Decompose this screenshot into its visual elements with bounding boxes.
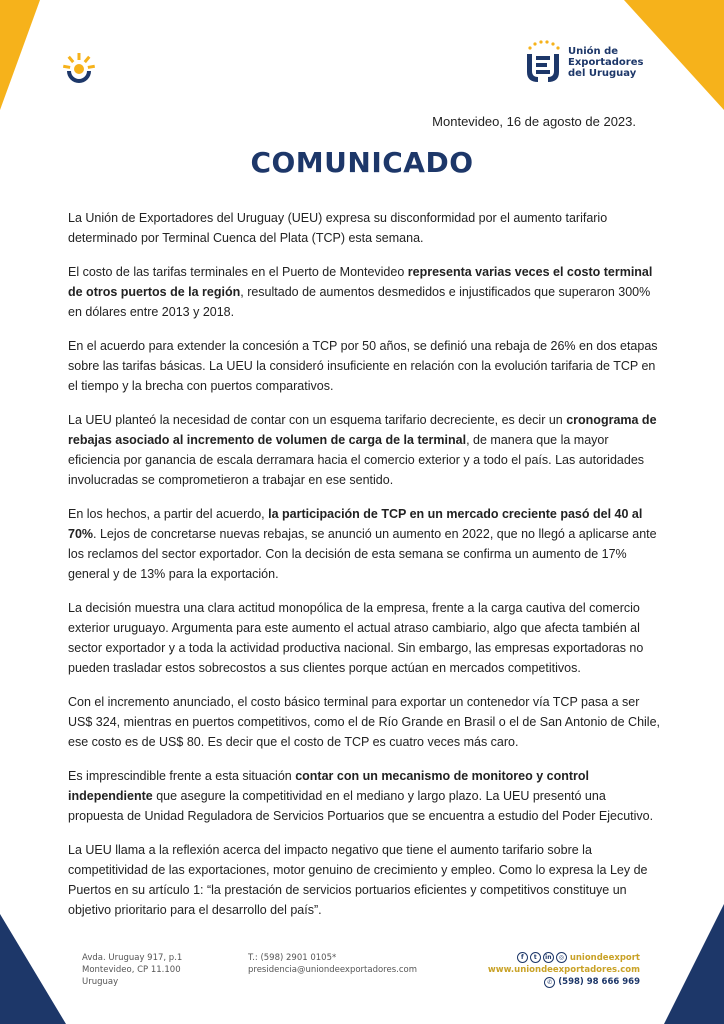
corner-decoration-bottom-right bbox=[664, 904, 724, 1024]
whatsapp-number[interactable]: (598) 98 666 969 bbox=[558, 977, 640, 987]
org-name-line2: Exportadores bbox=[568, 56, 644, 68]
emphasis-text: contar con un mecanismo de monitoreo y control independiente bbox=[68, 769, 589, 803]
website-link[interactable]: www.uniondeexportadores.com bbox=[487, 965, 640, 975]
footer-social bbox=[488, 952, 640, 988]
ueu-emblem-icon bbox=[524, 40, 562, 84]
paragraph-text: En el acuerdo para extender la concesión a TCP por 50 años, se definió una rebaja de 26% en dos etapas sobre las tarifas básicas. La UEU la consideró insuficiente en relación con la evolución tarifaria de TCP en el tiempo y la brecha con puertos comparativos. bbox=[68, 339, 658, 393]
paragraph-text: La UEU llama a la reflexión acerca del impacto negativo que tiene el aumento tarifario sobre la competitividad de las exportaciones, motor genuino de crecimiento y empleo. Como lo expresa la Ley de Puertos en su artículo 1: “la prestación de servicios portuarios eficientes y competitivos constituye un objetivo prioritario para el desarrollo del país”. bbox=[68, 843, 648, 917]
corner-decoration-top-left bbox=[0, 0, 40, 110]
org-name bbox=[568, 46, 643, 79]
paragraph-7 bbox=[68, 692, 660, 752]
twitter-icon[interactable]: t bbox=[530, 952, 541, 963]
paragraph-text: La Unión de Exportadores del Uruguay (UEU) expresa su disconformidad por el aumento tarifario determinado por Terminal Cuenca del Plata (TCP) esta semana. bbox=[68, 211, 608, 245]
paragraph-text: La UEU planteó la necesidad de contar con un esquema tarifario decreciente, es decir un bbox=[68, 413, 567, 427]
paragraph-6 bbox=[68, 598, 660, 678]
whatsapp-icon: ✆ bbox=[544, 977, 555, 988]
instagram-icon[interactable]: ◎ bbox=[556, 952, 567, 963]
paragraph-text: En los hechos, a partir del acuerdo, bbox=[68, 507, 269, 521]
facebook-icon[interactable]: f bbox=[517, 952, 528, 963]
emphasis-text: cronograma de rebajas asociado al incremento de volumen de carga de la terminal bbox=[68, 413, 657, 447]
whatsapp-row bbox=[488, 976, 640, 988]
org-name-line1: Unión de bbox=[568, 45, 619, 57]
paragraph-text: Con el incremento anunciado, el costo básico terminal para exportar un contenedor vía TCP pasa a ser US$ 324, mientras en puertos competitivos, como el de Río Grande en Brasil o el de San Antonio de Chile, ese costo es de US$ 80. Es decir que el costo de TCP es cuatro veces más caro. bbox=[68, 695, 660, 749]
footer-contact bbox=[248, 952, 417, 976]
paragraph-5 bbox=[68, 504, 660, 584]
social-handle[interactable]: uniondeexport bbox=[569, 953, 640, 963]
paragraph-1 bbox=[68, 208, 660, 248]
paragraph-4 bbox=[68, 410, 660, 490]
address-line1: Avda. Uruguay 917, p.1 bbox=[82, 953, 183, 963]
linkedin-icon[interactable]: in bbox=[543, 952, 554, 963]
emphasis-text: la participación de TCP en un mercado creciente pasó del 40 al 70% bbox=[68, 507, 643, 541]
paragraph-text: que asegure la competitividad en el mediano y largo plazo. La UEU presentó una propuesta de Unidad Reguladora de Servicios Portuarios que se encuentra a estudio del Poder Ejecutivo. bbox=[68, 789, 654, 823]
paragraph-8 bbox=[68, 766, 660, 826]
document-date: Montevideo, 16 de agosto de 2023. bbox=[432, 114, 636, 129]
paragraph-text: , resultado de aumentos desmedidos e injustificados que superaron 300% en dólares entre 2013 y 2018. bbox=[68, 285, 651, 319]
sun-logo-icon bbox=[62, 52, 96, 86]
org-name-line3: del Uruguay bbox=[568, 67, 637, 79]
address-line2: Montevideo, CP 11.100 bbox=[82, 965, 181, 975]
emphasis-text: representa varias veces el costo terminal de otros puertos de la región bbox=[68, 265, 653, 299]
footer-address bbox=[82, 952, 182, 988]
social-row bbox=[488, 952, 640, 964]
social-icons bbox=[517, 952, 567, 963]
email-link[interactable]: presidencia@uniondeexportadores.com bbox=[248, 965, 417, 975]
paragraph-9 bbox=[68, 840, 660, 920]
paragraph-text: Es imprescindible frente a esta situación bbox=[68, 769, 296, 783]
corner-decoration-bottom-left bbox=[0, 914, 66, 1024]
paragraph-text: , de manera que la mayor eficiencia por ganancia de escala derramara hacia el comercio exterior y a todo el país. Las autoridades involucradas se comprometieron a trabajar en ese sentido. bbox=[68, 433, 645, 487]
paragraph-text: La decisión muestra una clara actitud monopólica de la empresa, frente a la carga cautiva del comercio exterior uruguayo. Argumenta para este aumento el actual atraso cambiario, algo que afecta también al sector exportador y a toda la actividad productiva nacional. Sin embargo, las empresas exportadoras no pueden trasladar estos sobrecostos a sus clientes porque actúan en mercados competitivos. bbox=[68, 601, 644, 675]
paragraph-text: El costo de las tarifas terminales en el Puerto de Montevideo bbox=[68, 265, 408, 279]
document-title: COMUNICADO bbox=[250, 146, 474, 179]
phone-number: T.: (598) 2901 0105* bbox=[248, 953, 337, 963]
paragraph-text: . Lejos de concretarse nuevas rebajas, se anunció un aumento en 2022, que no llegó a aplicarse ante los reclamos del sector exportador. Con la decisión de esta semana se confirma un aumento de 17% general y de 13% para la exportación. bbox=[68, 527, 657, 581]
ueu-logo bbox=[524, 40, 643, 84]
address-line3: Uruguay bbox=[82, 977, 119, 987]
document-body bbox=[68, 208, 660, 934]
paragraph-3 bbox=[68, 336, 660, 396]
paragraph-2 bbox=[68, 262, 660, 322]
